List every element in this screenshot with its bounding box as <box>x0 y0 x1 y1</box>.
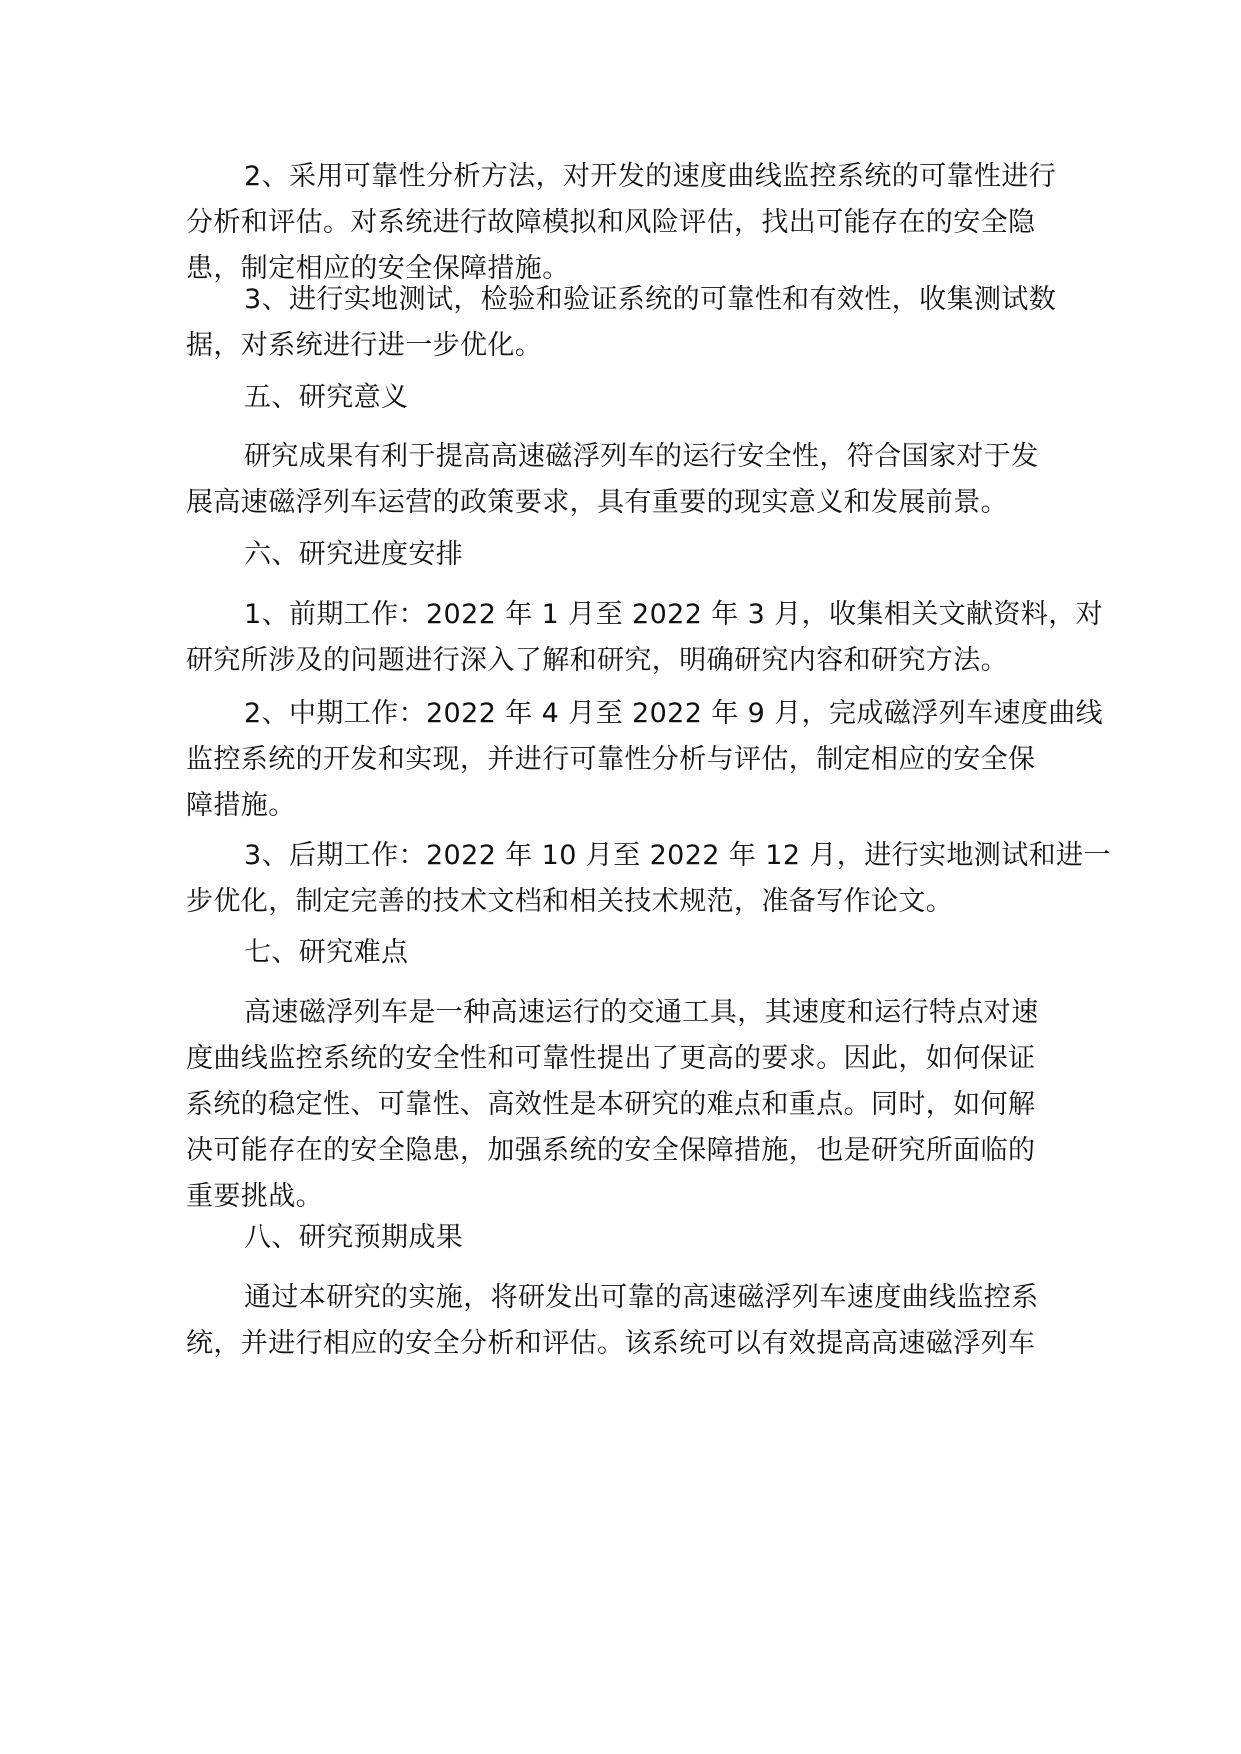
paragraph-difficulties <box>186 990 1066 1220</box>
text-line: 高速磁浮列车是一种高速运行的交通工具，其速度和运行特点对速 <box>244 997 1039 1028</box>
text-line: 重要挑战。 <box>186 1181 323 1212</box>
text-line: 研究成果有利于提高高速磁浮列车的运行安全性，符合国家对于发 <box>244 441 1039 472</box>
text-line: 3、后期工作：2022 年 10 月至 2022 年 12 月，进行实地测试和进一 <box>244 840 1111 871</box>
text-line: 1、前期工作：2022 年 1 月至 2022 年 3 月，收集相关文献资料，对 <box>244 599 1104 630</box>
paragraph-method-2 <box>186 154 1066 292</box>
text-line: 度曲线监控系统的安全性和可靠性提出了更高的要求。因此，如何保证 <box>186 1043 1036 1074</box>
paragraph-outcomes <box>186 1275 1066 1367</box>
text-line: 分析和评估。对系统进行故障模拟和风险评估，找出可能存在的安全隐 <box>186 207 1036 238</box>
text-line: 统，并进行相应的安全分析和评估。该系统可以有效提高高速磁浮列车 <box>186 1328 1036 1359</box>
section-heading-schedule <box>186 532 1066 578</box>
section-heading: 八、研究预期成果 <box>244 1222 464 1253</box>
paragraph-significance <box>186 434 1066 526</box>
paragraph-schedule-3 <box>186 833 1111 925</box>
text-line: 患，制定相应的安全保障措施。 <box>186 253 570 284</box>
text-line: 2、采用可靠性分析方法，对开发的速度曲线监控系统的可靠性进行 <box>244 161 1057 192</box>
section-heading: 五、研究意义 <box>244 382 409 413</box>
section-heading-difficulties <box>186 930 1066 976</box>
section-heading-outcomes <box>186 1215 1066 1261</box>
paragraph-schedule-1 <box>186 592 1104 684</box>
text-line: 通过本研究的实施，将研发出可靠的高速磁浮列车速度曲线监控系 <box>244 1282 1039 1313</box>
paragraph-schedule-2 <box>186 691 1104 829</box>
section-heading: 七、研究难点 <box>244 937 409 968</box>
text-line: 监控系统的开发和实现，并进行可靠性分析与评估，制定相应的安全保 <box>186 744 1036 775</box>
text-line: 2、中期工作：2022 年 4 月至 2022 年 9 月，完成磁浮列车速度曲线 <box>244 698 1104 729</box>
text-line: 展高速磁浮列车运营的政策要求，具有重要的现实意义和发展前景。 <box>186 487 1008 518</box>
text-line: 3、进行实地测试，检验和验证系统的可靠性和有效性，收集测试数 <box>244 284 1057 315</box>
section-heading-significance <box>186 375 1066 421</box>
text-line: 步优化，制定完善的技术文档和相关技术规范，准备写作论文。 <box>186 886 954 917</box>
text-line: 障措施。 <box>186 790 296 821</box>
paragraph-method-3 <box>186 277 1066 369</box>
text-line: 研究所涉及的问题进行深入了解和研究，明确研究内容和研究方法。 <box>186 645 1008 676</box>
text-line: 据，对系统进行进一步优化。 <box>186 330 543 361</box>
text-line: 系统的稳定性、可靠性、高效性是本研究的难点和重点。同时，如何解 <box>186 1089 1036 1120</box>
text-line: 决可能存在的安全隐患，加强系统的安全保障措施，也是研究所面临的 <box>186 1135 1036 1166</box>
section-heading: 六、研究进度安排 <box>244 539 464 570</box>
